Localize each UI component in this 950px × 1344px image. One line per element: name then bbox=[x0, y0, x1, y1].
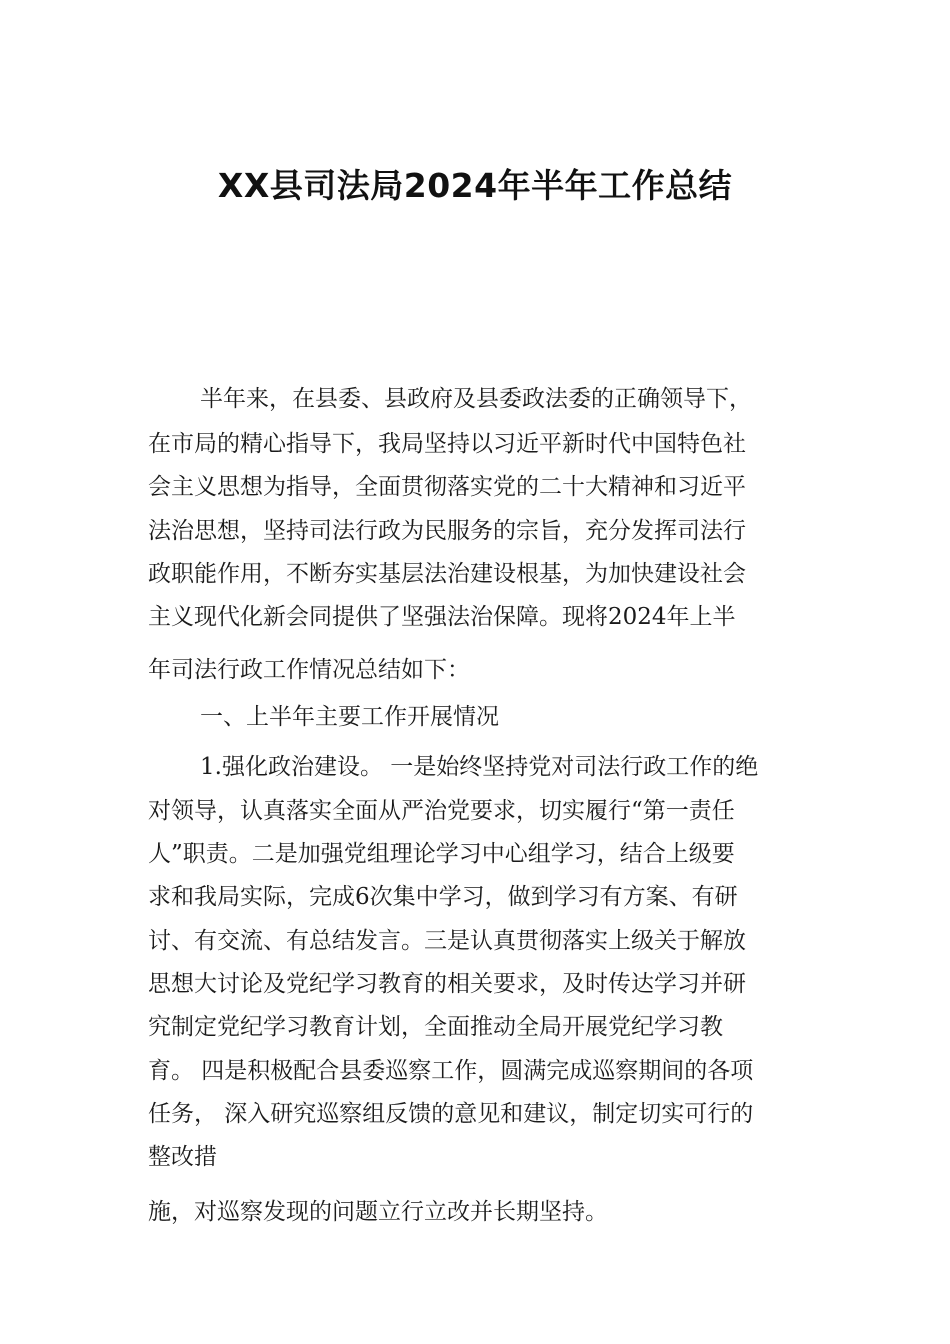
paragraph-line: 在市局的精心指导下，我局坚持以习近平新时代中国特色社 bbox=[148, 431, 746, 457]
paragraph-line: 育。 四是积极配合县委巡察工作，圆满完成巡察期间的各项 bbox=[148, 1058, 754, 1084]
paragraph-line: 半年来，在县委、县政府及县委政法委的正确领导下， bbox=[200, 386, 752, 412]
paragraph-line: 整改措 bbox=[148, 1144, 217, 1170]
paragraph-line: 人”职责。二是加强党组理论学习中心组学习，结合上级要 bbox=[148, 841, 735, 867]
section-heading: 一、上半年主要工作开展情况 bbox=[200, 704, 499, 730]
paragraph-line: 对领导，认真落实全面从严治党要求，切实履行“第一责任 bbox=[148, 798, 735, 824]
paragraph-line: 讨、有交流、有总结发言。三是认真贯彻落实上级关于解放 bbox=[148, 928, 746, 954]
paragraph-line: 1.强化政治建设。 一是始终坚持党对司法行政工作的绝 bbox=[200, 754, 759, 780]
paragraph-line: 年司法行政工作情况总结如下： bbox=[148, 657, 470, 683]
paragraph-line: 政职能作用，不断夯实基层法治建设根基，为加快建设社会 bbox=[148, 561, 746, 587]
paragraph-line: 施，对巡察发现的问题立行立改并长期坚持。 bbox=[148, 1199, 608, 1225]
paragraph-line: 思想大讨论及党纪学习教育的相关要求，及时传达学习并研 bbox=[148, 971, 746, 997]
paragraph-line: 会主义思想为指导，全面贯彻落实党的二十大精神和习近平 bbox=[148, 474, 746, 500]
paragraph-line: 主义现代化新会同提供了坚强法治保障。现将2024年上半 bbox=[148, 604, 736, 630]
paragraph-line: 求和我局实际，完成6次集中学习，做到学习有方案、有研 bbox=[148, 884, 738, 910]
paragraph-line: 究制定党纪学习教育计划，全面推动全局开展党纪学习教 bbox=[148, 1014, 723, 1040]
document-title: XX县司法局2024年半年工作总结 bbox=[217, 166, 733, 205]
paragraph-line: 法治思想，坚持司法行政为民服务的宗旨，充分发挥司法行 bbox=[148, 518, 746, 544]
paragraph-line: 任务， 深入研究巡察组反馈的意见和建议，制定切实可行的 bbox=[148, 1101, 754, 1127]
